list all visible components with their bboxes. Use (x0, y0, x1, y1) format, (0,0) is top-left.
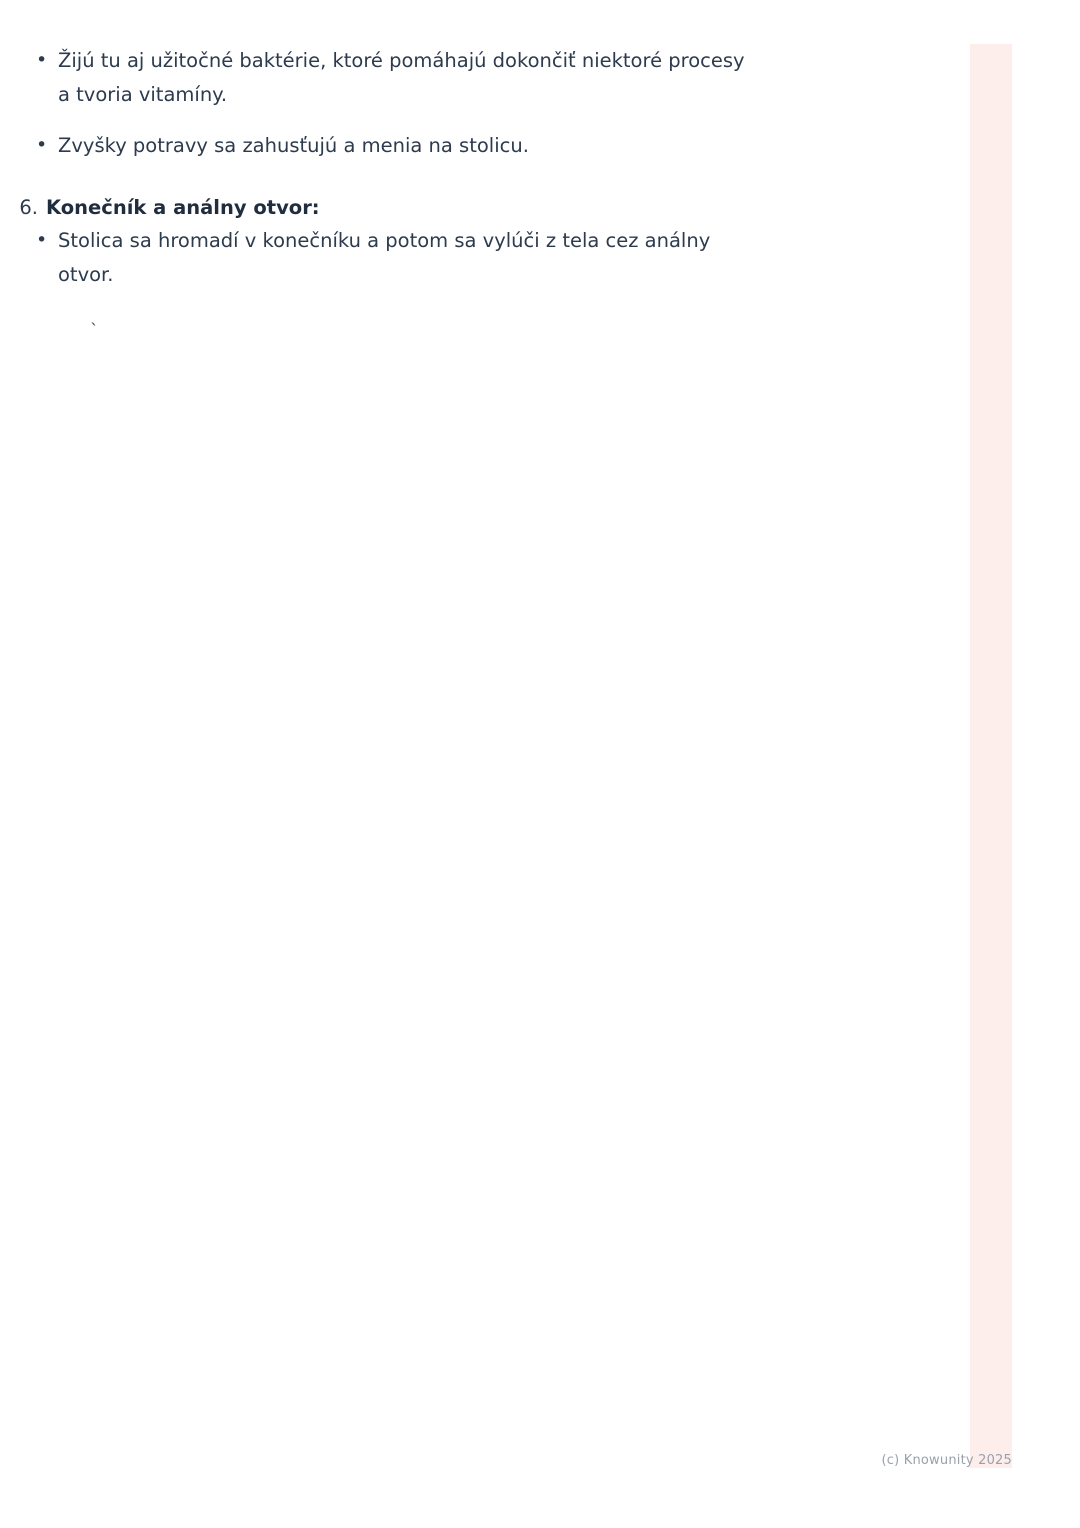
list-spacer (0, 111, 700, 129)
document-content (0, 0, 900, 340)
list-item: • Stolica sa hromadí v konečníku a potom sa vylúči z tela cez análny otvor. (0, 224, 758, 291)
list-item: • Zvyšky potravy sa zahusťujú a menia na stolicu. (0, 129, 758, 163)
list-number: 6. (19, 195, 38, 219)
numbered-heading-6 (0, 191, 900, 225)
bullet-list-top (0, 44, 900, 163)
stray-backtick: ` (90, 321, 99, 342)
section-heading: Konečník a análny otvor: (46, 195, 320, 219)
copyright-credit: (c) Knowunity 2025 (881, 1453, 1012, 1468)
decorative-side-band (970, 44, 1012, 1468)
bullet-list-section-6 (0, 224, 900, 291)
list-item: • Žijú tu aj užitočné baktérie, ktoré pomáhajú dokončiť niektoré procesy a tvoria vitamíny. (0, 44, 758, 111)
